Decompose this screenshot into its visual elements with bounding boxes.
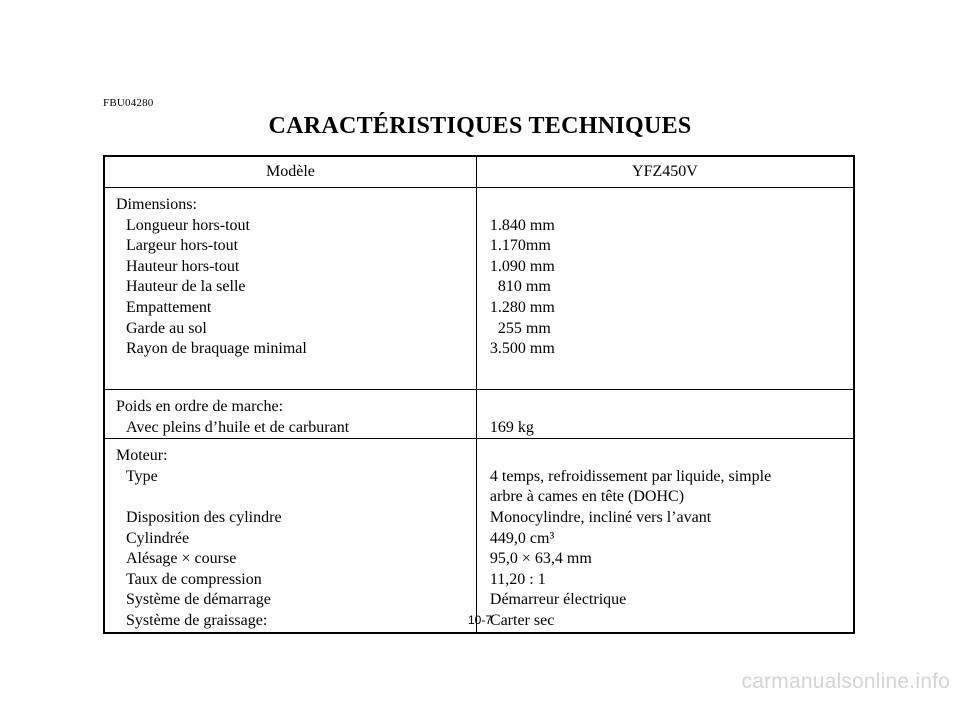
spec-label: Taux de compression bbox=[126, 570, 262, 588]
spec-value: 810 mm bbox=[489, 278, 551, 296]
section-labels bbox=[104, 390, 476, 439]
spec-value: 3.500 mm bbox=[489, 340, 555, 358]
section-heading: Poids en ordre de marche: bbox=[116, 398, 284, 415]
section-heading: Dimensions: bbox=[116, 196, 197, 213]
spec-value: Démarreur électrique bbox=[489, 591, 627, 609]
section-engine bbox=[104, 439, 854, 633]
section-values bbox=[476, 390, 854, 439]
watermark: carmanualsonline.info bbox=[741, 670, 950, 693]
specifications-table bbox=[103, 155, 855, 634]
spec-label: Système de graissage: bbox=[126, 611, 268, 629]
spec-value: 4 temps, refroidissement par liquide, simple bbox=[489, 467, 772, 485]
spec-value: 1.170mm bbox=[489, 237, 551, 255]
spec-value: 1.280 mm bbox=[489, 298, 555, 316]
spec-label: Garde au sol bbox=[126, 319, 207, 337]
spec-label: Cylindrée bbox=[126, 529, 190, 547]
spec-value-continued: arbre à cames en tête (DOHC) bbox=[489, 488, 685, 506]
spec-value: 1.090 mm bbox=[489, 257, 555, 275]
spec-label: Longueur hors-tout bbox=[126, 216, 250, 234]
table-header-row bbox=[104, 156, 854, 188]
spec-label: Rayon de braquage minimal bbox=[126, 340, 307, 358]
spec-label: Empattement bbox=[126, 298, 212, 316]
header-model-value: YFZ450V bbox=[476, 156, 854, 188]
section-values bbox=[476, 439, 854, 633]
spec-label: Avec pleins d’huile et de carburant bbox=[126, 418, 350, 436]
spec-label: Disposition des cylindre bbox=[126, 508, 282, 526]
section-labels bbox=[104, 439, 476, 633]
spec-label: Système de démarrage bbox=[126, 591, 271, 609]
spec-value: 11,20 : 1 bbox=[489, 570, 546, 588]
spec-value: 1.840 mm bbox=[489, 216, 555, 234]
spec-label: Hauteur de la selle bbox=[126, 278, 246, 296]
spec-value: 255 mm bbox=[489, 319, 551, 337]
section-heading: Moteur: bbox=[116, 447, 168, 465]
spec-value: Monocylindre, incliné vers l’avant bbox=[489, 508, 712, 526]
spec-label: Largeur hors-tout bbox=[126, 237, 239, 255]
page-title: CARACTÉRISTIQUES TECHNIQUES bbox=[268, 113, 692, 139]
spec-value: 449,0 cm³ bbox=[489, 529, 555, 547]
section-values bbox=[476, 188, 854, 390]
section-dimensions bbox=[104, 188, 854, 390]
document-code: FBU04280 bbox=[103, 97, 154, 109]
header-model-label: Modèle bbox=[104, 156, 476, 188]
spec-value: Carter sec bbox=[489, 611, 555, 629]
spec-label: Type bbox=[126, 467, 158, 485]
spec-label: Alésage × course bbox=[126, 550, 237, 568]
page-number: 10-7 bbox=[467, 613, 493, 627]
section-labels bbox=[104, 188, 476, 390]
section-weight bbox=[104, 390, 854, 439]
spec-value: 95,0 × 63,4 mm bbox=[489, 550, 592, 568]
spec-label: Hauteur hors-tout bbox=[126, 257, 240, 275]
spec-value: 169 kg bbox=[489, 418, 534, 436]
